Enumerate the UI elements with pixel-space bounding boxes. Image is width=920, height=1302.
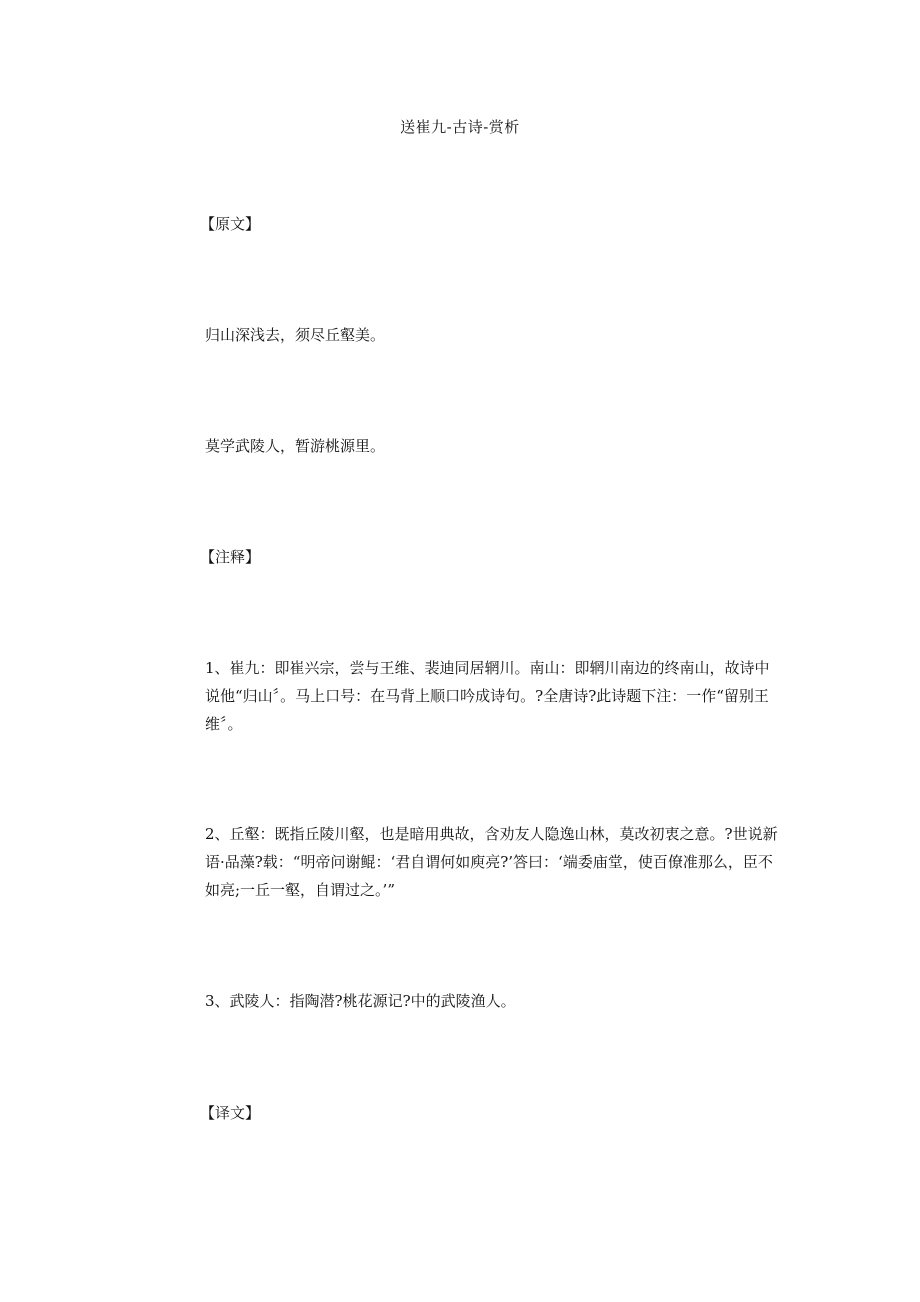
section-heading-translation: 【译文】 — [200, 1104, 261, 1122]
page-title: 送崔九-古诗-赏析 — [400, 118, 520, 136]
section-heading-original: 【原文】 — [200, 215, 261, 233]
poem-line-1: 归山深浅去，须尽丘壑美。 — [205, 326, 386, 344]
note-1: 1、崔九：即崔兴宗，尝与王维、裴迪同居辋川。南山：即辋川南边的终南山，故诗中说他“归山〞。马上口号：在马背上顺口吟成诗句。?全唐诗?此诗题下注：一作“留别王维〞。 — [205, 659, 770, 733]
section-heading-notes: 【注释】 — [200, 548, 261, 566]
note-3: 3、武陵人：指陶潜?桃花源记?中的武陵渔人。 — [205, 992, 516, 1010]
note-2: 2、丘壑：既指丘陵川壑，也是暗用典故，含劝友人隐逸山林，莫改初衷之意。?世说新语·品藻?载：“明帝问谢鲲：‘君自谓何如庾亮?’答曰：‘端委庙堂，使百僚准那么，臣不如亮;一丘一壑，自谓过之。’” — [205, 825, 778, 899]
poem-line-2: 莫学武陵人，暂游桃源里。 — [205, 437, 386, 455]
